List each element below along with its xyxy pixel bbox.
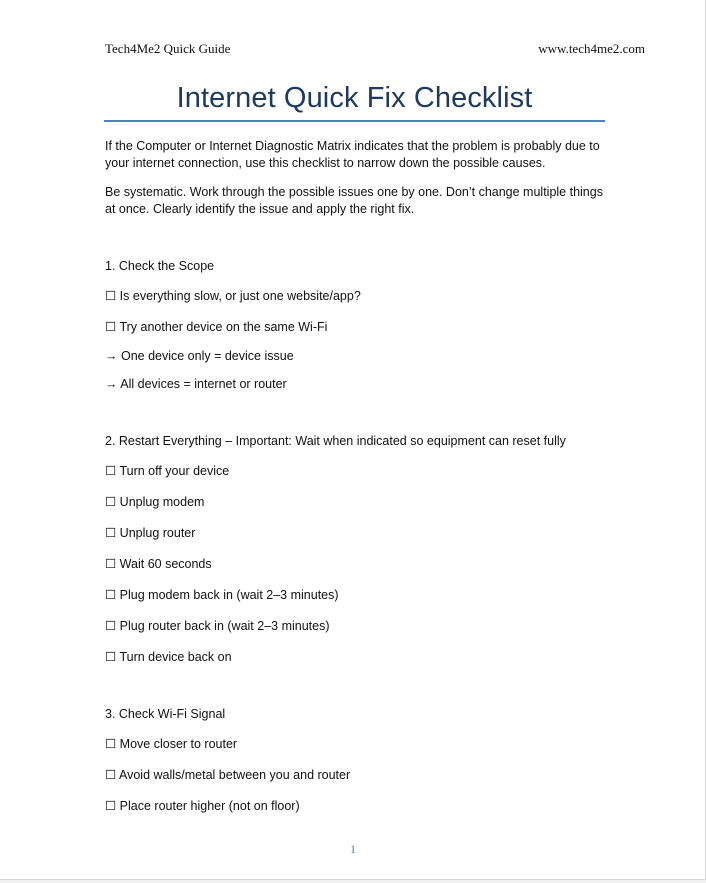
section-heading-scope: 1. Check the Scope [105,259,215,273]
checklist-item: ☐ Plug router back in (wait 2–3 minutes) [105,619,330,633]
checklist-item: ☐ Unplug router [105,526,196,540]
title-underline [104,120,605,122]
checklist-item: ☐ Is everything slow, or just one website/app? [105,289,361,303]
page-number: 1 [350,842,356,856]
checklist-item: ☐ Turn off your device [105,464,230,478]
checklist-item: ☐ Place router higher (not on floor) [105,799,300,813]
checklist-item: ☐ Unplug modem [105,495,205,509]
checklist-item: ☐ Try another device on the same Wi-Fi [105,320,328,334]
section-heading-wifi: 3. Check Wi-Fi Signal [105,707,226,721]
header-website: www.tech4me2.com [538,41,645,56]
checklist-item: ☐ Wait 60 seconds [105,557,212,571]
section-heading-restart: 2. Restart Everything – Important: Wait when indicated so equipment can reset fully [105,434,566,448]
result-note: → One device only = device issue [105,349,294,363]
checklist-item: ☐ Plug modem back in (wait 2–3 minutes) [105,588,339,602]
intro-paragraph-1: If the Computer or Internet Diagnostic Matrix indicates that the problem is probably due to your internet connection, use this checklist to narrow down the possible causes. [105,139,600,170]
checklist-item: ☐ Avoid walls/metal between you and router [105,768,351,782]
result-note: → All devices = internet or router [105,377,287,391]
intro-paragraph-2: Be systematic. Work through the possible issues one by one. Don’t change multiple things at once. Clearly identify the issue and apply the right fix. [105,185,603,216]
checklist-item: ☐ Turn device back on [105,650,232,664]
page-title: Internet Quick Fix Checklist [176,82,533,114]
header-guide-name: Tech4Me2 Quick Guide [105,41,231,56]
checklist-item: ☐ Move closer to router [105,737,238,751]
